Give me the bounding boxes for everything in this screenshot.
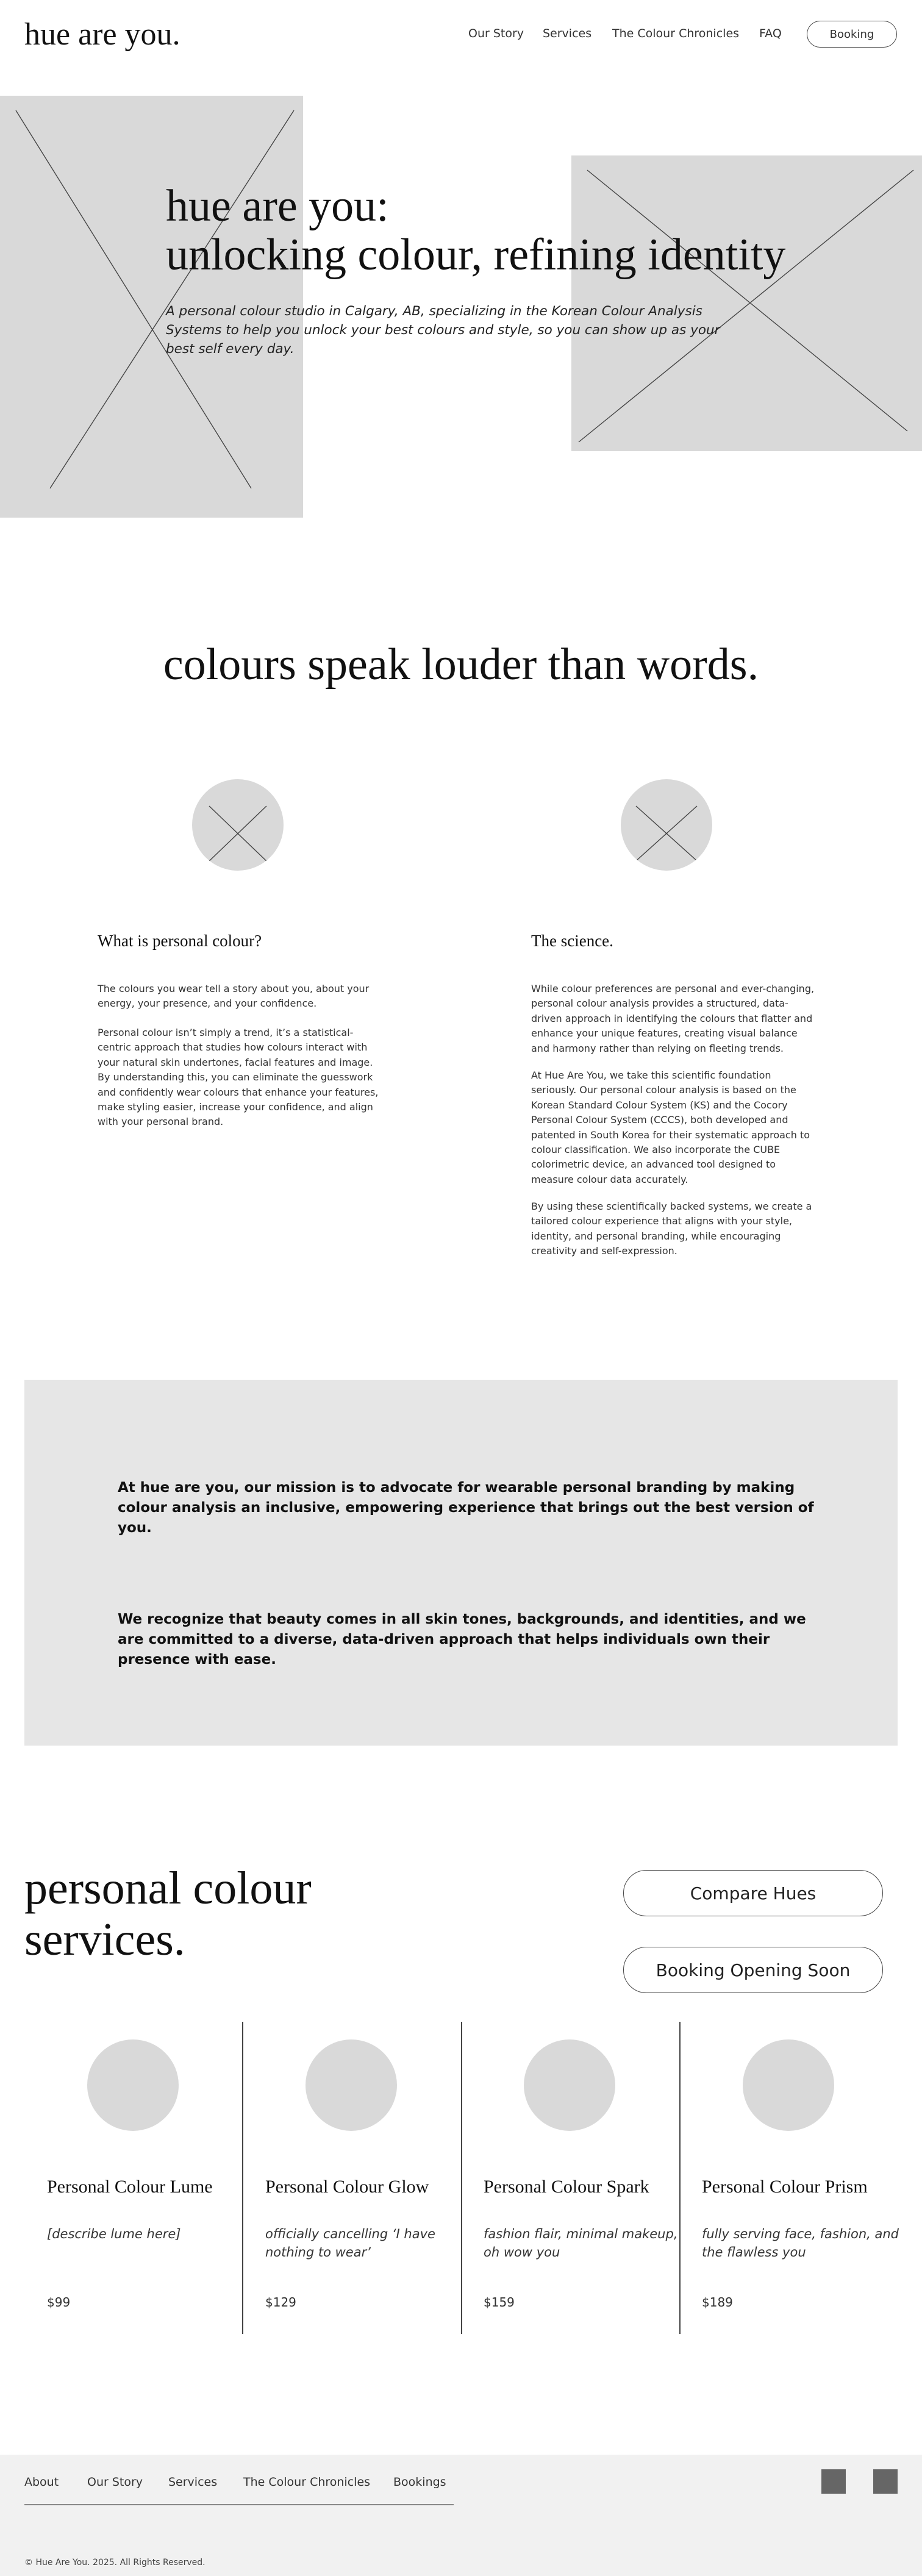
service-image-placeholder bbox=[306, 2039, 397, 2131]
service-divider bbox=[679, 2022, 681, 2334]
what-is-personal-colour-heading: What is personal colour? bbox=[98, 932, 262, 950]
service-description: fully serving face, fashion, and the flawless you bbox=[702, 2227, 899, 2260]
the-science-heading: The science. bbox=[531, 932, 613, 950]
service-price: $189 bbox=[702, 2295, 733, 2310]
science-image-placeholder bbox=[621, 779, 712, 871]
site-logo[interactable]: hue are you. bbox=[24, 17, 180, 52]
service-description: officially cancelling ‘I have nothing to wear’ bbox=[265, 2227, 435, 2260]
service-image-placeholder bbox=[87, 2039, 179, 2131]
nav-colour-chronicles[interactable]: The Colour Chronicles bbox=[612, 27, 740, 40]
booking-button[interactable]: Booking bbox=[807, 21, 897, 48]
right-paragraph-2: At Hue Are You, we take this scientific foundation seriously. Our personal colour analysis is based on the Korean Standard Colour System (KS) and the Cocory Personal Colour System (CCCS), both developed and patented in South Korea for their systematic approach to colour classification. We also incorporate the CUBE colorimetric device, an advanced tool designed to measure colour data accurately. bbox=[531, 1069, 810, 1185]
copyright-text: © Hue Are You. 2025. All Rights Reserved. bbox=[24, 2558, 205, 2567]
right-paragraph-1: While colour preferences are personal and ever-changing, personal colour analysis provides a structured, data-driven approach in identifying the colours that flatter and enhance your unique features, creating visual balance and harmony rather than relying on fleeting trends. bbox=[531, 983, 815, 1054]
footer-link-about[interactable]: About bbox=[24, 2475, 59, 2489]
nav-our-story[interactable]: Our Story bbox=[468, 27, 524, 40]
footer-divider bbox=[24, 2504, 454, 2505]
service-divider bbox=[461, 2022, 462, 2334]
service-image-placeholder bbox=[524, 2039, 615, 2131]
mission-statement-1: At hue are you, our mission is to advocate for wearable personal branding by making colour analysis an inclusive, empowering experience that brings out the best version of you. bbox=[118, 1480, 814, 1536]
service-name[interactable]: Personal Colour Glow bbox=[265, 2177, 429, 2197]
footer-link-our-story[interactable]: Our Story bbox=[87, 2475, 143, 2489]
mission-panel bbox=[24, 1380, 898, 1746]
footer-link-bookings[interactable]: Bookings bbox=[393, 2475, 446, 2489]
service-name[interactable]: Personal Colour Lume bbox=[47, 2177, 213, 2197]
service-name[interactable]: Personal Colour Prism bbox=[702, 2177, 868, 2197]
tagline-heading: colours speak louder than words. bbox=[163, 640, 759, 690]
hero-description: A personal colour studio in Calgary, AB, specializing in the Korean Colour Analysis Systems to help you unlock your best colours and style, so you can show up as your best self every day. bbox=[166, 304, 720, 357]
service-divider bbox=[242, 2022, 243, 2334]
nav-faq[interactable]: FAQ bbox=[759, 27, 782, 40]
service-price: $159 bbox=[484, 2295, 515, 2310]
social-icon[interactable] bbox=[821, 2469, 846, 2494]
service-description: [describe lume here] bbox=[47, 2227, 181, 2241]
personal-colour-image-placeholder bbox=[192, 779, 284, 871]
service-name[interactable]: Personal Colour Spark bbox=[484, 2177, 649, 2197]
hero-title-line-1: hue are you: bbox=[166, 181, 389, 231]
hero-title-line-2: unlocking colour, refining identity bbox=[166, 230, 786, 280]
mission-statement-2: We recognize that beauty comes in all skin tones, backgrounds, and identities, and we are committed to a diverse, data-driven approach that helps individuals own their presence with ease. bbox=[118, 1611, 806, 1668]
footer-link-colour-chronicles[interactable]: The Colour Chronicles bbox=[243, 2475, 371, 2489]
left-paragraph-1: The colours you wear tell a story about you, about your energy, your presence, and your confidence. bbox=[98, 983, 370, 1010]
footer-link-services[interactable]: Services bbox=[168, 2475, 218, 2489]
service-description: fashion flair, minimal makeup, oh wow you bbox=[484, 2227, 678, 2260]
service-price: $99 bbox=[47, 2295, 71, 2310]
nav-services[interactable]: Services bbox=[543, 27, 592, 40]
services-title: personal colour services. bbox=[24, 1863, 312, 1965]
social-icon[interactable] bbox=[873, 2469, 898, 2494]
booking-opening-soon-button[interactable]: Booking Opening Soon bbox=[623, 1947, 883, 1993]
right-paragraph-3: By using these scientifically backed systems, we create a tailored colour experience that aligns with your style, identity, and personal branding, while encouraging creativity and self-expression. bbox=[531, 1201, 812, 1257]
left-paragraph-2: Personal colour isn’t simply a trend, it’s a statistical-centric approach that studies how colours interact with your natural skin undertones, facial features and image. By understanding this, you can eliminate the guesswork and confidently wear colours that enhance your features, make styling easier, increase your confidence, and align with your personal brand. bbox=[98, 1027, 379, 1128]
service-price: $129 bbox=[265, 2295, 296, 2310]
hero-title bbox=[166, 182, 785, 279]
compare-hues-button[interactable]: Compare Hues bbox=[623, 1870, 883, 1916]
service-image-placeholder bbox=[743, 2039, 834, 2131]
